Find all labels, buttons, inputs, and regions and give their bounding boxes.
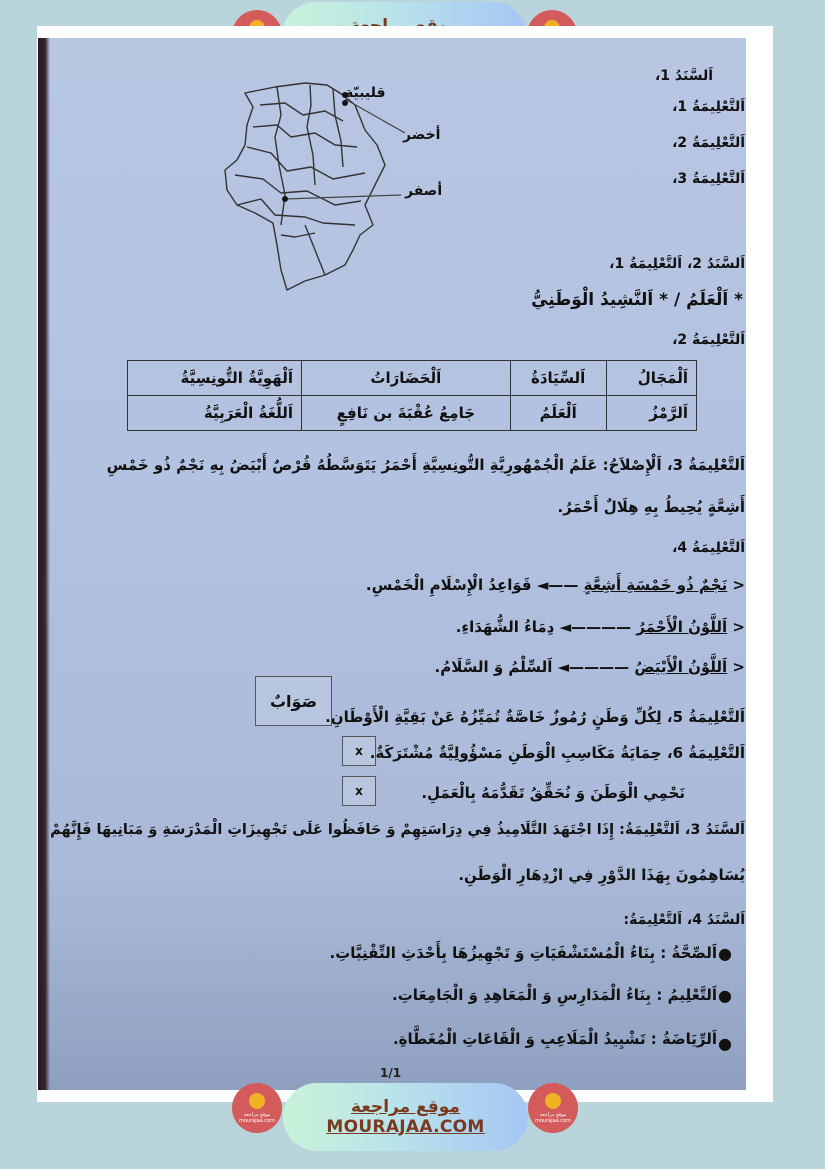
- instruction6-item: نَحْمِي الْوَطَنَ وَ نُحَقِّقُ تَقَدُّمَهُ بِالْعَمَلِ.: [421, 784, 685, 802]
- table-cell: اَلْعَلَمُ: [510, 396, 606, 431]
- instruction3-label: اَلتَّعْلِيمَةُ 3،: [666, 456, 745, 474]
- section1-instruction-2: اَلتَّعْلِيمَةُ 2،: [672, 135, 745, 151]
- section3-text: إِذَا اجْتَهَدَ التَّلَامِيذُ فِي دِرَاسَتِهِمْ وَ حَافَظُوا عَلَى تَجْهِيزَاتِ الْمَدْرَسَةِ وَ مَبَانِيهَا فَإِنَّهُمْ: [50, 822, 615, 838]
- table-cell: جَامِعُ عُقْبَةَ بن نَافِعٍ: [301, 396, 510, 431]
- instruction6-item: [370, 744, 745, 762]
- match-item: [366, 576, 745, 594]
- instruction5-label: اَلتَّعْلِيمَةُ 5،: [666, 708, 745, 726]
- tunisia-map: [215, 75, 465, 295]
- match-item: [456, 618, 745, 636]
- badge-text: موقع مراجعة mourajaa.com: [534, 1111, 571, 1124]
- instruction4-label: اَلتَّعْلِيمَةُ 4،: [672, 540, 745, 556]
- match-item: [435, 658, 745, 676]
- section4-bullet: اَلتَّعْلِيمُ : بِنَاءُ الْمَدَارِسِ وَ الْمَعَاهِدِ وَ الْجَامِعَاتِ.: [392, 986, 717, 1004]
- watermark-badge-left-bottom: [232, 1083, 282, 1133]
- instruction3: [107, 456, 745, 474]
- table-cell: اَلرَّمْزُ: [606, 396, 696, 431]
- section2-instruction-2: اَلتَّعْلِيمَةُ 2،: [672, 332, 745, 348]
- table-cell: اَلْهَوِيَّةُ التُّونِسِيَّةُ: [128, 361, 302, 396]
- table-cell: اَلْحَضَارَاتُ: [301, 361, 510, 396]
- badge-text: موقع مراجعة mourajaa.com: [238, 1111, 275, 1124]
- instruction6-label: اَلتَّعْلِيمَةُ 6،: [666, 744, 745, 762]
- table-cell: اَلسِّيَادَةُ: [510, 361, 606, 396]
- section3-heading: اَلسَّنَدُ 3، اَلتَّعْلِيمَةُ:: [619, 822, 745, 838]
- mourajaa-logo-icon: [545, 1093, 561, 1109]
- table-cell: اَللُّغَةُ الْعَرَبِيَّةُ: [128, 396, 302, 431]
- watermark-banner-bottom[interactable]: [283, 1083, 528, 1151]
- match-left: اَللَّوْنُ الْأَحْمَرُ: [636, 618, 728, 636]
- instruction3-line2: أَشِعَّةٍ يُحِيطُ بِهِ هِلَالٌ أَحْمَرُ.: [557, 498, 745, 516]
- section2-heading: اَلسَّنَدُ 2، اَلتَّعْلِيمَةُ 1،: [609, 256, 745, 272]
- section1-instruction-1: اَلتَّعْلِيمَةُ 1،: [672, 99, 745, 115]
- match-right: دِمَاءُ الشُّهَدَاءِ.: [455, 618, 555, 636]
- map-label-green: أخضر: [403, 127, 441, 143]
- map-label-kelibia: قليبيّة: [345, 85, 386, 101]
- match-right: اَلسِّلْمُ وَ السَّلَامُ.: [434, 658, 553, 676]
- map-label-yellow: أصفر: [405, 183, 443, 199]
- mourajaa-logo-icon: [249, 1093, 265, 1109]
- bullet-icon: ●: [718, 944, 732, 963]
- table-cell: اَلْمَجَالُ: [606, 361, 696, 396]
- instruction3-line1: اَلْإِصْلاَحُ: عَلَمُ الْجُمْهُورِيَّةِ التُّونِسِيَّةِ أَحْمَرُ يَتَوَسَّطُهُ قُرْصٌ أَبْيَضُ بِهِ نَجْمٌ ذُو خَمْسِ: [106, 456, 662, 474]
- bullet-icon: ●: [718, 986, 732, 1005]
- chevron-icon: <: [727, 618, 745, 636]
- symbols-table: [127, 360, 697, 431]
- section4-bullet: اَلصِّحَّةُ : بِنَاءُ الْمُسْتَشْفَيَاتِ وَ تَجْهِيزُهَا بِأَحْدَثِ التِّقْنِيَّاتِ.: [329, 944, 717, 962]
- match-right: قَوَاعِدُ الْإِسْلَامِ الْخَمْسِ.: [365, 576, 532, 594]
- page-number: 1/1: [380, 1066, 402, 1080]
- arrow-icon: ————◄: [554, 618, 632, 636]
- match-left: نَجْمٌ ذُو خَمْسَةِ أَشِعَّةٍ: [583, 576, 728, 594]
- match-left: اَللَّوْنُ الْأَبْيَضُ: [634, 658, 728, 676]
- instruction6-text: حِمَايَةُ مَكَاسِبِ الْوَطَنِ مَسْؤُولِيَّةٌ مُشْتَرَكَةٌ.: [369, 744, 662, 762]
- instruction5-text: لِكُلِّ وَطَنٍ رُمُوزٌ خَاصَّةٌ تُمَيِّزُهُ عَنْ بَقِيَّةِ الْأَوْطَانِ.: [325, 708, 662, 726]
- section4-heading: اَلسَّنَدُ 4، اَلتَّعْلِيمَةُ:: [623, 912, 745, 928]
- section3-line2: يُسَاهِمُونَ بِهَذَا الدَّوْرِ فِي ازْدِهَارِ الْوَطَنِ.: [458, 866, 745, 884]
- section1-heading: اَلسَّنَدُ 1،: [654, 68, 713, 84]
- arrow-icon: ————◄: [552, 658, 630, 676]
- watermark-badge-right-bottom: [528, 1083, 578, 1133]
- answer-box-correct: صَوَابٌ: [255, 676, 332, 726]
- section4-bullet: اَلرِّيَاضَةُ : تَشْيِيدُ الْمَلَاعِبِ وَ الْقَاعَاتِ الْمُغَطَّاةِ.: [392, 1030, 717, 1048]
- table-row: [128, 396, 697, 431]
- check-box-2[interactable]: x: [342, 776, 376, 806]
- watermark-title-en: MOURAJAA.COM: [326, 1117, 485, 1137]
- instruction5: [325, 708, 745, 726]
- check-box-1[interactable]: x: [342, 736, 376, 766]
- arrow-icon: ——◄: [531, 576, 579, 594]
- watermark-title-ar: موقع مراجعة: [351, 1097, 460, 1117]
- table-row: [128, 361, 697, 396]
- chevron-icon: <: [727, 576, 745, 594]
- section3-line1: [50, 822, 745, 838]
- bullet-icon: ●: [718, 1034, 732, 1053]
- photo-dark-edge: [38, 38, 50, 1090]
- chevron-icon: <: [727, 658, 745, 676]
- section1-instruction-3: اَلتَّعْلِيمَةُ 3،: [672, 171, 745, 187]
- section2-answer-line: * اَلْعَلَمُ / * اَلنَّشِيدُ الْوَطَنِيُّ: [531, 290, 743, 310]
